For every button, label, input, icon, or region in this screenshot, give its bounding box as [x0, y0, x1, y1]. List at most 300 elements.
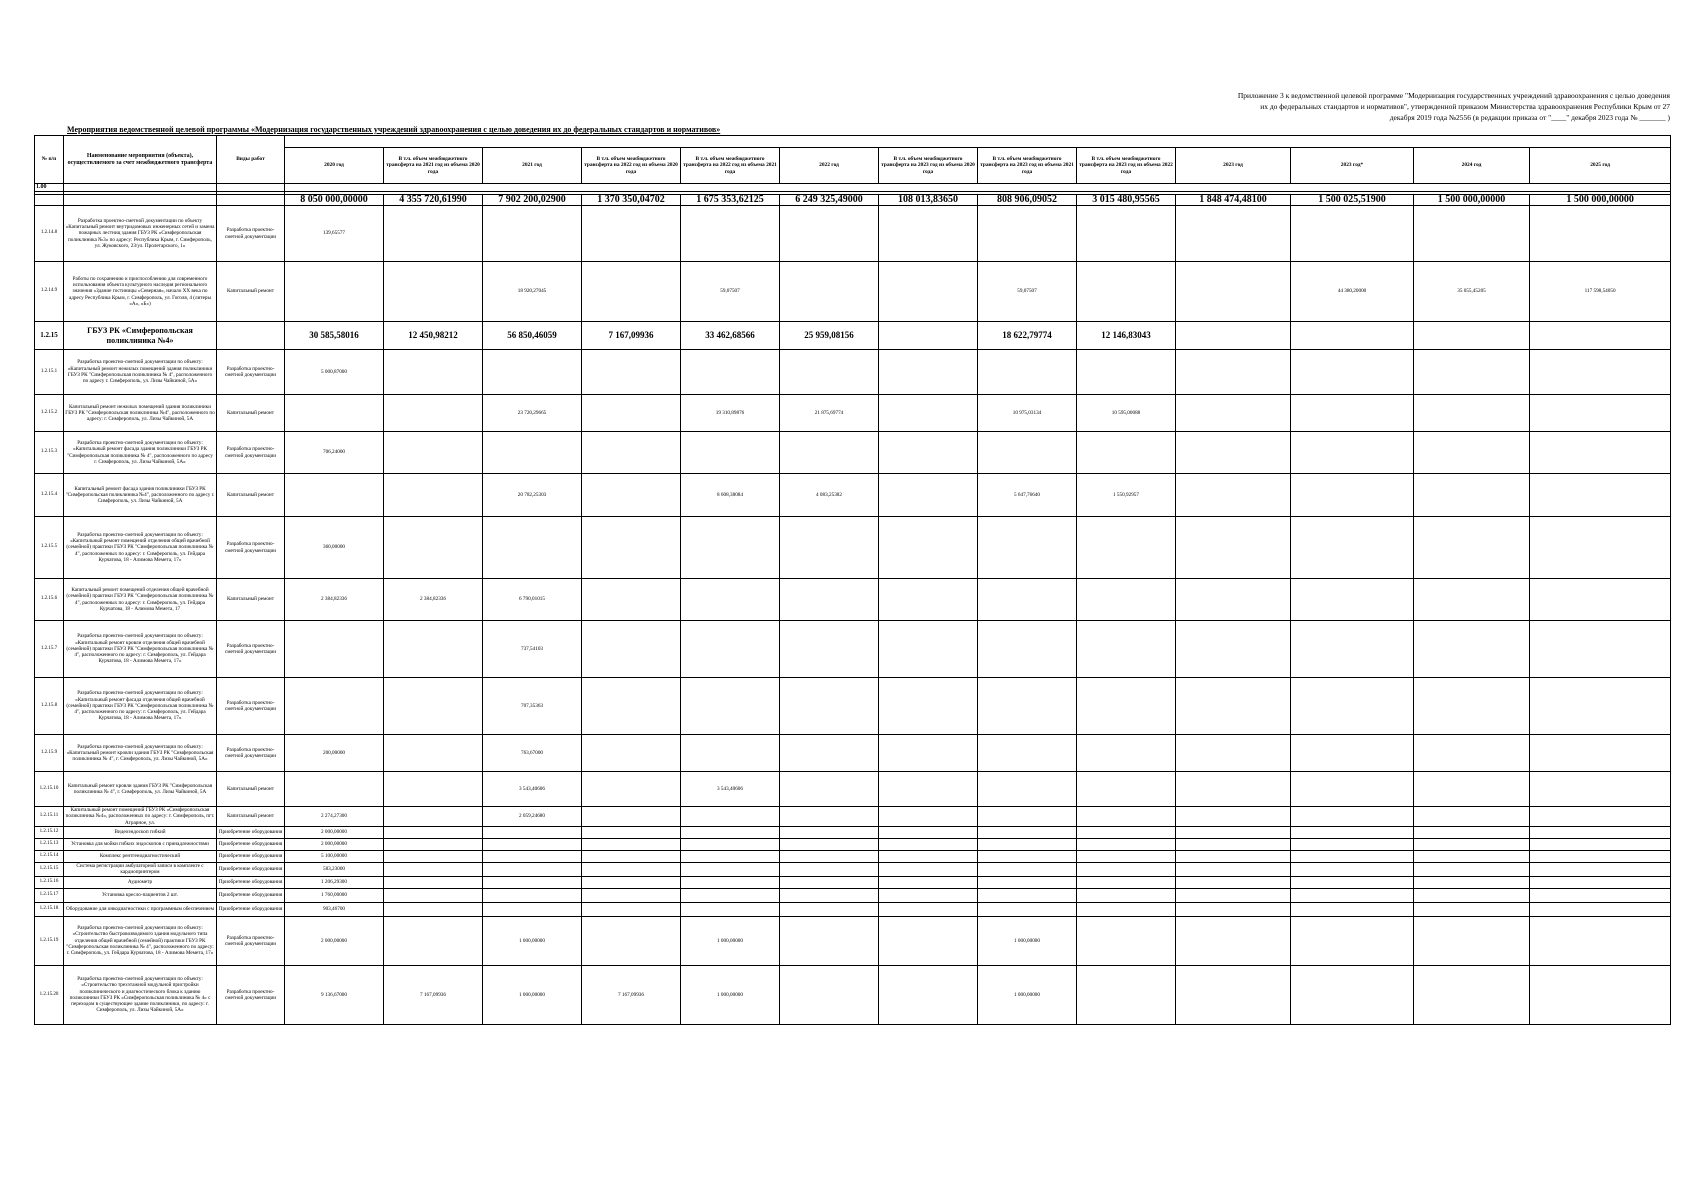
row-value	[582, 432, 681, 474]
row-name: Работы по сохранению и приспособлению для современного использования объекта культурного наследия регионального значения «Здание гостиницы «Северная», начало XX века по адресу Республика Крым, г. Симферополь, ул. Гоголя, 4 (литеры «А», «Б»)	[64, 262, 217, 322]
table-row	[35, 807, 1671, 827]
row-value	[1291, 772, 1414, 807]
row-name: Капитальный ремонт фасада здания поликлиники ГБУЗ РК "Симферопольская поликлиника №4", расположенного по адресу г. Симферополь, ул. Лизы Чайкиной, 5А	[64, 474, 217, 517]
table-row	[35, 876, 1671, 888]
row-value	[1414, 350, 1530, 395]
row-value	[483, 902, 582, 916]
row-value	[285, 678, 384, 735]
row-value	[384, 432, 483, 474]
row-value: 10 595,00088	[1077, 395, 1176, 432]
row-value	[780, 965, 879, 1024]
table-row	[35, 826, 1671, 838]
row-value	[681, 888, 780, 902]
row-work-type: Приобретение оборудования	[217, 838, 285, 850]
row-value	[1291, 807, 1414, 827]
row-value: 7 167,09936	[582, 322, 681, 350]
row-value: 25 959,08156	[780, 322, 879, 350]
row-value	[1176, 517, 1291, 579]
row-name: Капитальный ремонт помещений отделения общей врачебной (семейной) практики ГБУЗ РК "Симферопольская поликлиника № 4", расположенных по адресу: г. Симферополь, ул. Гейдара Курчатова, 18 - Алимова Мемета, 17	[64, 579, 217, 621]
row-value	[582, 807, 681, 827]
row-work-type: Капитальный ремонт	[217, 474, 285, 517]
table-row	[35, 474, 1671, 517]
row-value	[681, 838, 780, 850]
row-value	[582, 474, 681, 517]
row-value: 56 850,46059	[483, 322, 582, 350]
table-row	[35, 432, 1671, 474]
row-value	[1291, 838, 1414, 850]
row-value	[1077, 621, 1176, 678]
row-number: 1.2.15.9	[35, 735, 64, 772]
table-row	[35, 621, 1671, 678]
row-value	[1414, 850, 1530, 862]
table-row	[35, 838, 1671, 850]
row-value	[978, 735, 1077, 772]
row-value	[780, 621, 879, 678]
row-value: 1 000,00000	[681, 916, 780, 965]
row-value: 3 543,40606	[681, 772, 780, 807]
row-value	[879, 850, 978, 862]
row-value	[1291, 850, 1414, 862]
row-value	[780, 350, 879, 395]
row-value	[879, 916, 978, 965]
row-value	[780, 735, 879, 772]
row-value	[978, 350, 1077, 395]
row-value	[681, 826, 780, 838]
row-value	[978, 902, 1077, 916]
row-value: 12 146,83043	[1077, 322, 1176, 350]
row-value	[780, 579, 879, 621]
table-row	[35, 206, 1671, 262]
row-value: 33 462,68566	[681, 322, 780, 350]
row-value	[1530, 888, 1671, 902]
row-value	[384, 678, 483, 735]
table-row	[35, 965, 1671, 1024]
row-value	[1176, 206, 1291, 262]
row-value: 2 274,27300	[285, 807, 384, 827]
row-value: 59,07507	[978, 262, 1077, 322]
row-value	[1530, 826, 1671, 838]
row-value: 19 310,89876	[681, 395, 780, 432]
row-value	[879, 678, 978, 735]
row-value: 5 647,76640	[978, 474, 1077, 517]
row-value	[1176, 432, 1291, 474]
row-value	[582, 838, 681, 850]
appendix-note	[1150, 90, 1670, 123]
row-value	[483, 206, 582, 262]
row-value	[1291, 621, 1414, 678]
row-value	[879, 862, 978, 876]
row-value	[1176, 902, 1291, 916]
row-value	[1291, 876, 1414, 888]
row-value	[483, 862, 582, 876]
table-body	[35, 136, 1671, 1025]
row-value	[879, 888, 978, 902]
row-number: 1.2.15.11	[35, 807, 64, 827]
row-value	[1530, 517, 1671, 579]
empty-cell	[217, 195, 285, 206]
row-value: 18 920,27045	[483, 262, 582, 322]
row-value: 7 167,09936	[384, 965, 483, 1024]
row-work-type: Разработка проектно-сметной документации	[217, 621, 285, 678]
row-value	[1414, 838, 1530, 850]
row-number: 1.2.15.2	[35, 395, 64, 432]
row-work-type: Капитальный ремонт	[217, 807, 285, 827]
row-value: 360,00000	[285, 517, 384, 579]
row-value	[879, 621, 978, 678]
total-value: 6 249 325,49000	[780, 195, 879, 206]
row-value	[582, 621, 681, 678]
row-value	[1176, 579, 1291, 621]
row-value	[1291, 350, 1414, 395]
table-row	[35, 678, 1671, 735]
col-header-year: В т.ч. объем межбюджетного трансферта на 2022 год из объема 2021 года	[681, 148, 780, 184]
row-value	[1414, 678, 1530, 735]
row-value	[780, 916, 879, 965]
row-value	[1530, 322, 1671, 350]
row-value	[1414, 826, 1530, 838]
row-value	[1414, 735, 1530, 772]
row-value	[582, 579, 681, 621]
table-row	[35, 902, 1671, 916]
row-value	[879, 262, 978, 322]
row-value	[285, 395, 384, 432]
row-value	[384, 395, 483, 432]
row-name: ГБУЗ РК «Симферопольская поликлиника №4»	[64, 322, 217, 350]
table-row	[35, 395, 1671, 432]
appendix-line: Приложение 3 к ведомственной целевой программе "Модернизация государственных учреждений здравоохранения с целью доведения	[1237, 91, 1670, 100]
row-value	[879, 965, 978, 1024]
row-value: 2 000,00000	[285, 826, 384, 838]
row-value	[681, 678, 780, 735]
col-header-year: В т.ч. объем межбюджетного трансферта на 2023 год из объема 2020 года	[879, 148, 978, 184]
row-value	[1291, 735, 1414, 772]
row-value	[1414, 432, 1530, 474]
row-value	[384, 850, 483, 862]
row-value	[582, 850, 681, 862]
row-number: 1.2.15.16	[35, 876, 64, 888]
row-value	[1414, 322, 1530, 350]
col-header-year: 2020 год	[285, 148, 384, 184]
row-number: 1.2.15.15	[35, 862, 64, 876]
row-value	[384, 838, 483, 850]
row-number: 1.2.15.3	[35, 432, 64, 474]
row-work-type: Разработка проектно-сметной документации	[217, 916, 285, 965]
row-value	[1077, 579, 1176, 621]
row-value	[483, 517, 582, 579]
table-row	[35, 735, 1671, 772]
total-value: 7 902 200,02900	[483, 195, 582, 206]
row-work-type: Приобретение оборудования	[217, 850, 285, 862]
row-value	[780, 838, 879, 850]
group-row	[35, 322, 1671, 350]
row-value	[384, 735, 483, 772]
row-value	[1291, 517, 1414, 579]
table-row	[35, 350, 1671, 395]
row-value	[978, 579, 1077, 621]
row-value: 1 000,00000	[978, 965, 1077, 1024]
row-value	[384, 826, 483, 838]
col-header-year: 2025 год	[1530, 148, 1671, 184]
row-value	[879, 474, 978, 517]
col-header-name: Наименование мероприятия (объекта), осуществляемого за счет межбюджетного трансферта	[64, 136, 217, 184]
row-value	[681, 432, 780, 474]
row-value	[1077, 862, 1176, 876]
row-value	[384, 621, 483, 678]
row-value	[582, 902, 681, 916]
row-value	[582, 517, 681, 579]
row-name: Разработка проектно-сметной документации по объекту: «Капитальный ремонт кровли отделения общей врачебной (семейной) практики ГБУЗ РК "Симферопольская поликлиника № 4", расположенного по адресу: г. Симферополь, ул. Гейдара Курчатова, 18 - Алимова Мемета, 17»	[64, 621, 217, 678]
row-value	[1077, 262, 1176, 322]
row-value	[681, 206, 780, 262]
row-value: 1 550,92957	[1077, 474, 1176, 517]
row-value	[1176, 862, 1291, 876]
row-work-type: Разработка проектно-сметной документации	[217, 517, 285, 579]
row-number: 1.2.15	[35, 322, 64, 350]
row-value	[483, 888, 582, 902]
row-value	[1291, 395, 1414, 432]
row-value	[1530, 862, 1671, 876]
row-name: Оборудование для онкодиагностики с программным обеспечением	[64, 902, 217, 916]
row-value	[1176, 735, 1291, 772]
row-value	[879, 432, 978, 474]
row-value: 1 206,29300	[285, 876, 384, 888]
row-value	[1530, 902, 1671, 916]
table-row	[35, 262, 1671, 322]
row-name: Разработка проектно-сметной документации по объекту: «Капитальный ремонт фасада здания поликлиники ГБУЗ РК "Симферопольская поликлиника № 4", расположенного по адресу г. Симферополь, ул. Лизы Чайкиной, 5А»	[64, 432, 217, 474]
row-number: 1.2.15.1	[35, 350, 64, 395]
row-value	[1414, 579, 1530, 621]
row-value	[1414, 876, 1530, 888]
row-value	[780, 826, 879, 838]
row-value: 1 000,00000	[681, 965, 780, 1024]
row-value	[1077, 888, 1176, 902]
row-value	[780, 807, 879, 827]
row-name: Установка кресло-пациентов 2 шт.	[64, 888, 217, 902]
row-value	[582, 735, 681, 772]
row-value	[780, 876, 879, 888]
row-value	[1291, 826, 1414, 838]
row-value	[780, 888, 879, 902]
row-value	[1530, 350, 1671, 395]
row-value	[780, 262, 879, 322]
row-value	[1077, 902, 1176, 916]
row-number: 1.2.15.4	[35, 474, 64, 517]
row-value	[1414, 395, 1530, 432]
col-header-type: Виды работ	[217, 136, 285, 184]
header-spacer	[285, 136, 1671, 148]
row-value	[1077, 838, 1176, 850]
row-value	[879, 807, 978, 827]
row-value	[879, 322, 978, 350]
row-value	[483, 826, 582, 838]
row-value	[1291, 206, 1414, 262]
row-value	[681, 807, 780, 827]
row-work-type: Капитальный ремонт	[217, 262, 285, 322]
total-value: 1 500 000,00000	[1530, 195, 1671, 206]
row-value	[1291, 474, 1414, 517]
row-value	[1176, 850, 1291, 862]
row-value	[1414, 807, 1530, 827]
total-value: 8 050 000,00000	[285, 195, 384, 206]
row-value	[681, 350, 780, 395]
row-number: 1.2.15.5	[35, 517, 64, 579]
row-value	[1291, 902, 1414, 916]
row-value	[978, 888, 1077, 902]
row-value	[1077, 876, 1176, 888]
code-row	[35, 184, 1671, 192]
row-value	[1077, 350, 1176, 395]
row-value	[978, 807, 1077, 827]
total-value: 108 013,83650	[879, 195, 978, 206]
row-value: 583,23000	[285, 862, 384, 876]
col-header-year: В т.ч. объем межбюджетного трансферта на 2023 год из объема 2021 года	[978, 148, 1077, 184]
row-value	[1291, 432, 1414, 474]
row-value: 707,35363	[483, 678, 582, 735]
row-value	[582, 876, 681, 888]
row-value	[384, 862, 483, 876]
row-value	[1077, 826, 1176, 838]
table-row	[35, 517, 1671, 579]
row-value	[1077, 517, 1176, 579]
row-value	[1414, 474, 1530, 517]
row-value	[1176, 772, 1291, 807]
col-header-year: 2024 год	[1414, 148, 1530, 184]
row-value	[879, 826, 978, 838]
row-value	[1176, 395, 1291, 432]
row-name: Аудиометр	[64, 876, 217, 888]
row-number: 1.2.15.12	[35, 826, 64, 838]
row-value	[879, 735, 978, 772]
row-value	[384, 517, 483, 579]
row-value	[582, 350, 681, 395]
row-name: Капитальный ремонт нежилых помещений здания поликлиники ГБУЗ РК "Симферопольская поликлиника №4", расположенного по адресу: г. Симферополь, ул. Лизы Чайкиной, 5А	[64, 395, 217, 432]
row-value: 5 000,87000	[285, 350, 384, 395]
row-value	[681, 621, 780, 678]
row-value	[1530, 678, 1671, 735]
total-value: 1 500 025,51900	[1291, 195, 1414, 206]
row-value	[879, 772, 978, 807]
row-value	[681, 876, 780, 888]
table-row	[35, 850, 1671, 862]
appendix-line: декабря 2019 года №2556 (в редакции приказа от "____" декабря 2023 года № _______ )	[1389, 113, 1670, 122]
row-value	[978, 876, 1077, 888]
row-work-type: Капитальный ремонт	[217, 395, 285, 432]
row-name: Разработка проектно-сметной документации по объекту: «Строительство быстровозводимого здания модульного типа отделения общей врачебной (семейной) практики ГБУЗ РК "Симферопольская поликлиника № 4", расположенного по адресу: г. Симферополь, ул. Гейдара Курчатова, 18 - Алимова Мемета, 17»	[64, 916, 217, 965]
row-value	[1077, 678, 1176, 735]
code-cell: 1.00	[35, 184, 64, 192]
col-header-year: В т.ч. объем межбюджетного трансферта на 2023 год из объема 2022 года	[1077, 148, 1176, 184]
row-value: 1 000,00000	[483, 965, 582, 1024]
row-value: 117 598,54050	[1530, 262, 1671, 322]
row-value: 2 384,82336	[285, 579, 384, 621]
empty-cell	[217, 184, 285, 192]
row-value	[1176, 262, 1291, 322]
table-row	[35, 579, 1671, 621]
row-value: 200,00000	[285, 735, 384, 772]
row-value	[978, 850, 1077, 862]
document-title: Мероприятия ведомственной целевой программы «Модернизация государственных учреждений здравоохранения с целью доведения их до федеральных стандартов и нормативов»	[67, 125, 721, 134]
row-value: 1 000,00000	[483, 916, 582, 965]
row-value	[1176, 916, 1291, 965]
empty-cell	[35, 195, 64, 206]
row-value	[978, 517, 1077, 579]
row-value: 9 136,67000	[285, 965, 384, 1024]
row-value	[879, 350, 978, 395]
row-value	[1414, 517, 1530, 579]
row-number: 1.2.15.10	[35, 772, 64, 807]
row-value	[582, 262, 681, 322]
row-value	[780, 772, 879, 807]
row-value: 21 875,69774	[780, 395, 879, 432]
row-value	[384, 916, 483, 965]
row-value	[1530, 206, 1671, 262]
table-row	[35, 862, 1671, 876]
row-value	[1530, 772, 1671, 807]
row-work-type: Капитальный ремонт	[217, 579, 285, 621]
row-value	[1176, 826, 1291, 838]
row-value	[780, 902, 879, 916]
row-value	[978, 772, 1077, 807]
col-header-year: 2023 год	[1176, 148, 1291, 184]
row-value: 763,67000	[483, 735, 582, 772]
total-value: 1 370 350,04702	[582, 195, 681, 206]
row-value	[1530, 850, 1671, 862]
row-value	[681, 862, 780, 876]
row-value	[582, 395, 681, 432]
row-work-type: Приобретение оборудования	[217, 862, 285, 876]
row-value	[384, 888, 483, 902]
row-value	[780, 850, 879, 862]
row-value	[780, 432, 879, 474]
row-name: Система регистрации амбулаторной записи в комплекте с кардиопринтером	[64, 862, 217, 876]
row-value	[879, 395, 978, 432]
row-value	[978, 862, 1077, 876]
row-value	[1530, 916, 1671, 965]
row-value: 12 450,98212	[384, 322, 483, 350]
row-work-type: Разработка проектно-сметной документации	[217, 206, 285, 262]
empty-cell	[64, 195, 217, 206]
total-value: 4 355 720,61990	[384, 195, 483, 206]
row-value	[1077, 916, 1176, 965]
total-value: 808 906,09052	[978, 195, 1077, 206]
row-value: 1 000,00000	[978, 916, 1077, 965]
row-name: Капитальный ремонт кровли здания ГБУЗ РК "Симферопольская поликлиника № 4", г. Симферополь, ул. Лизы Чайкиной, 5А	[64, 772, 217, 807]
row-value	[1414, 621, 1530, 678]
row-value	[285, 474, 384, 517]
row-value: 2 000,00000	[285, 838, 384, 850]
empty-cell	[285, 184, 1671, 192]
row-value: 706,24000	[285, 432, 384, 474]
row-value	[1530, 395, 1671, 432]
row-number: 1.2.15.20	[35, 965, 64, 1024]
row-number: 1.2.14.8	[35, 206, 64, 262]
row-work-type: Разработка проектно-сметной документации	[217, 350, 285, 395]
row-value: 2 000,00000	[285, 916, 384, 965]
row-value: 139,65577	[285, 206, 384, 262]
row-number: 1.2.15.19	[35, 916, 64, 965]
row-work-type: Приобретение оборудования	[217, 902, 285, 916]
row-value	[1077, 850, 1176, 862]
row-name: Установка для мойки гибких эндоскопов с принадлежностями	[64, 838, 217, 850]
table-row	[35, 888, 1671, 902]
row-value	[483, 432, 582, 474]
row-value: 2 384,82336	[384, 579, 483, 621]
row-value	[384, 772, 483, 807]
row-value	[780, 678, 879, 735]
row-value	[1176, 965, 1291, 1024]
row-value: 10 975,03134	[978, 395, 1077, 432]
row-value	[483, 350, 582, 395]
